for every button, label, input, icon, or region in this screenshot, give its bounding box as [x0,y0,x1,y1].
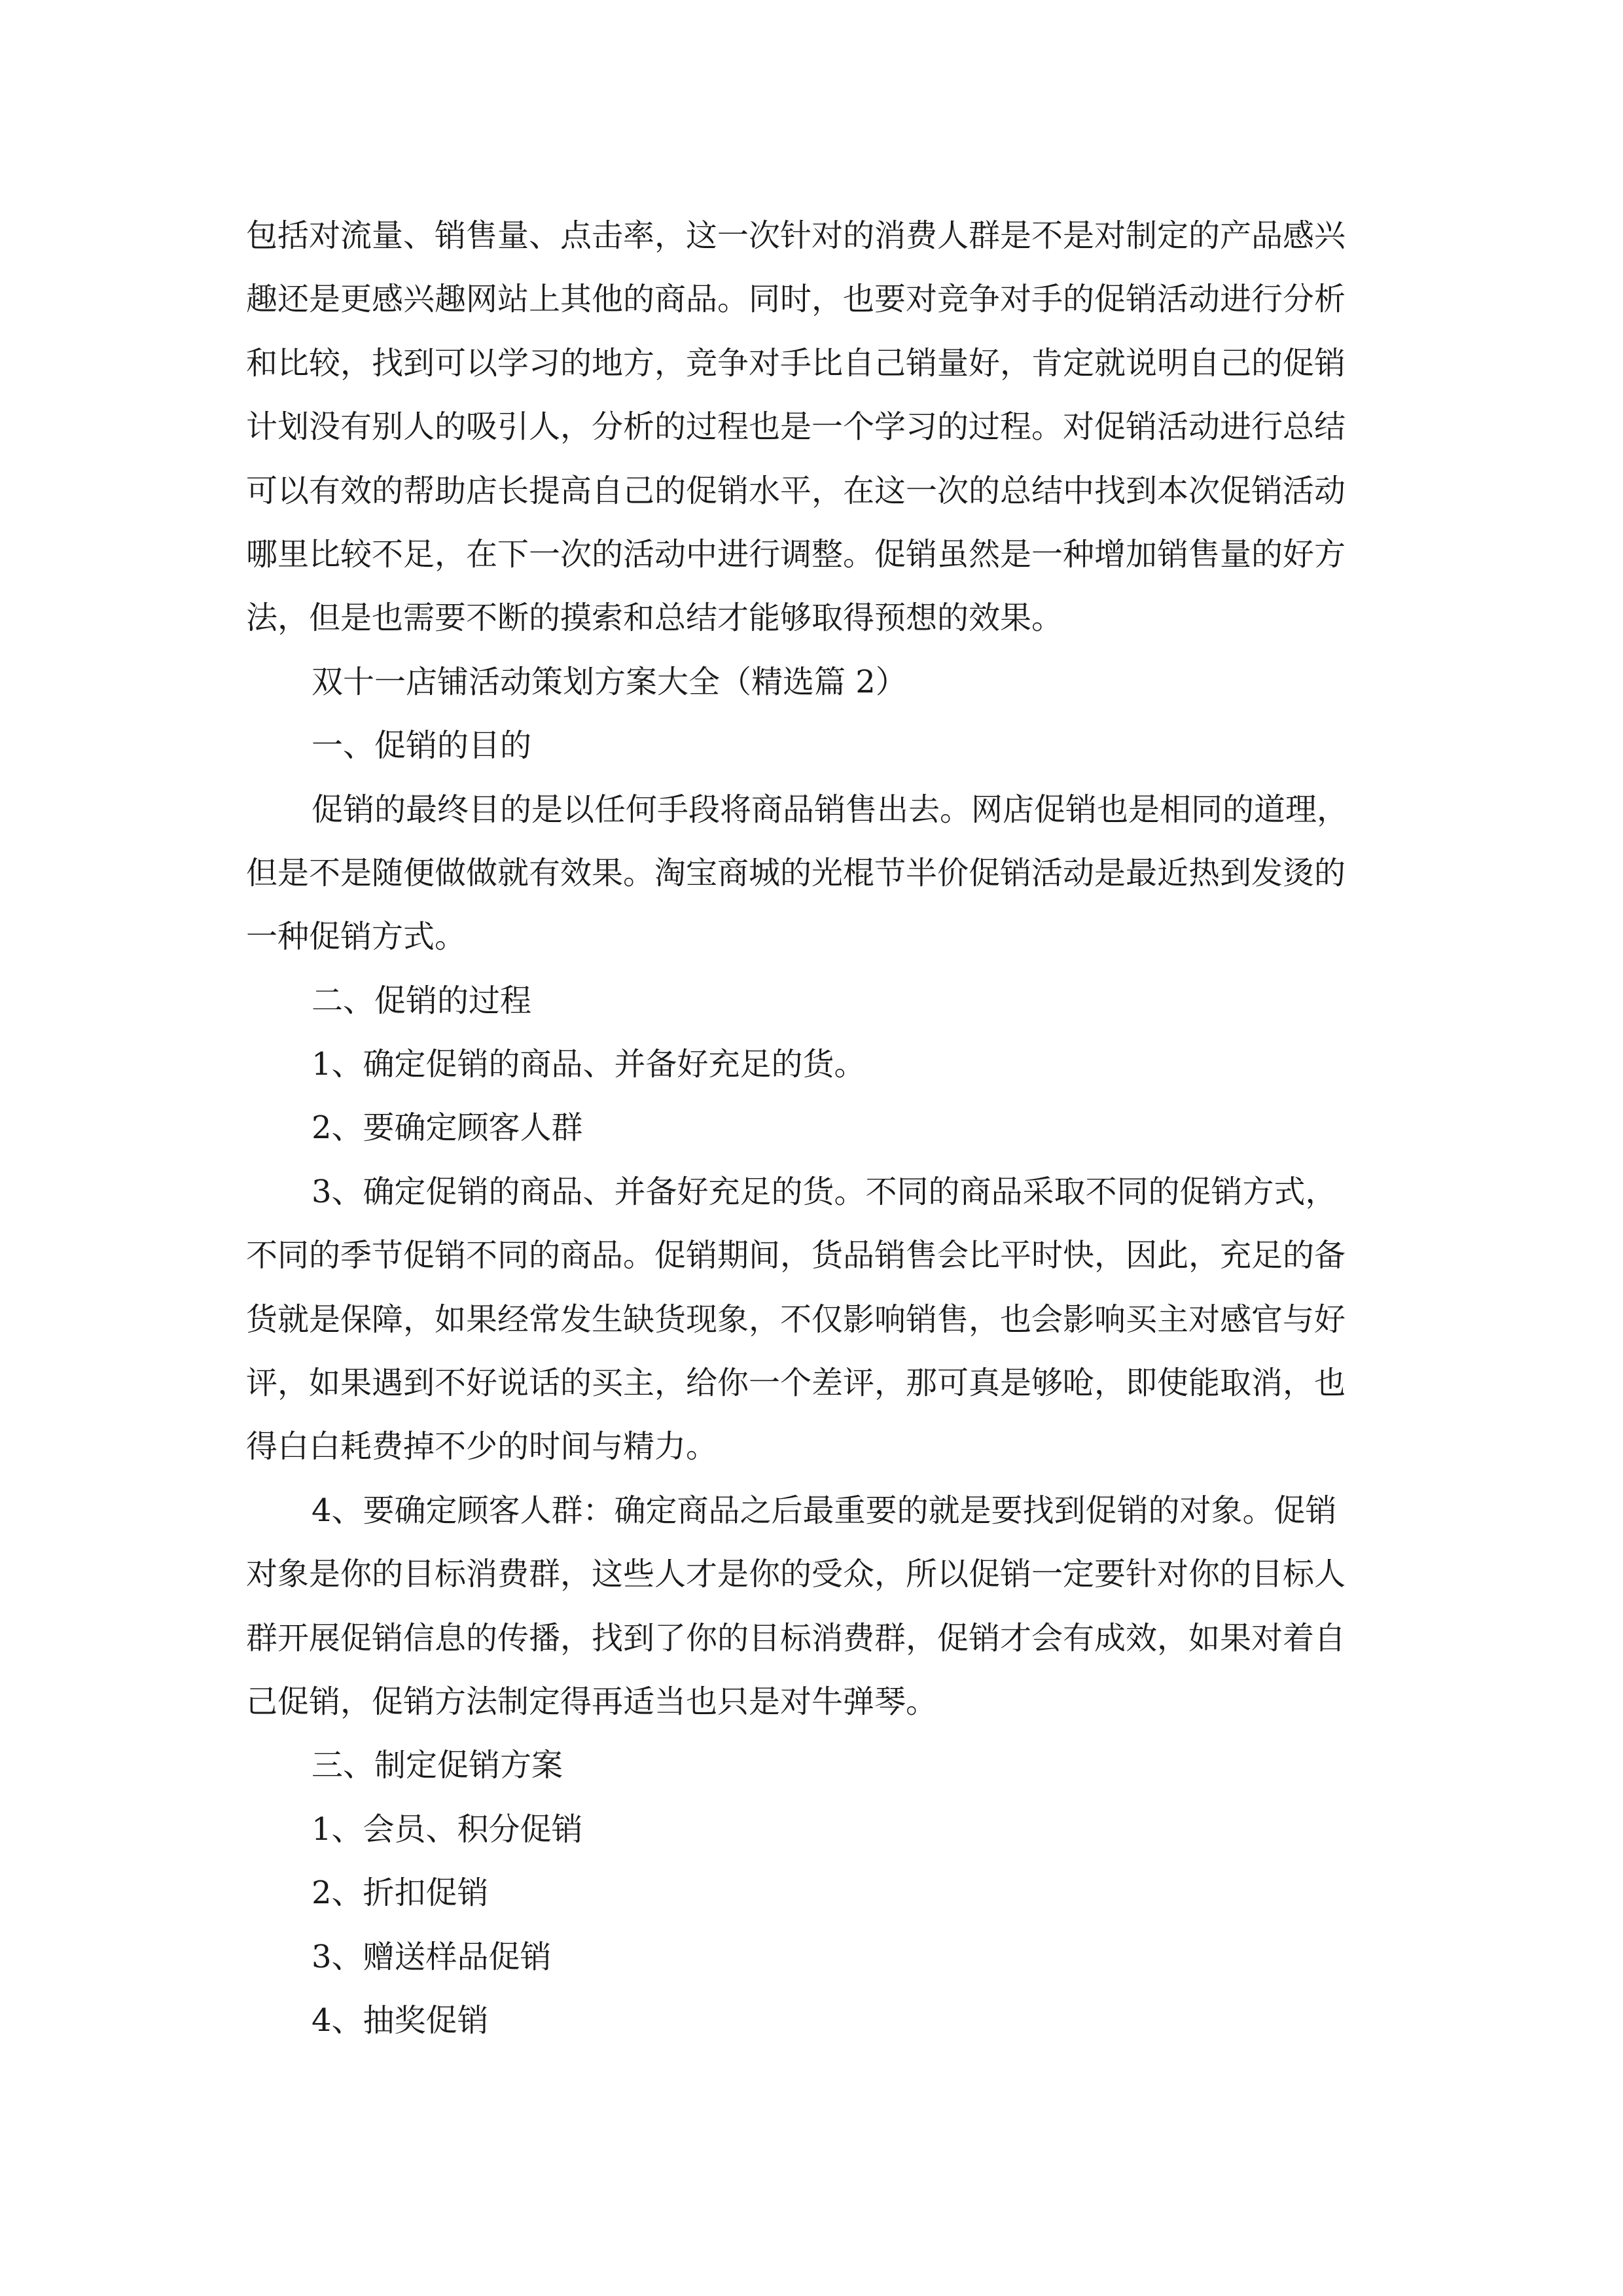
text-line: 评，如果遇到不好说话的买主，给你一个差评，那可真是够呛，即使能取消，也 [246,1365,1346,1402]
text-line: 己促销，促销方法制定得再适当也只是对牛弹琴。 [246,1683,938,1720]
text-line: 得白白耗费掉不少的时间与精力。 [246,1428,718,1465]
text-line: 三、制定促销方案 [312,1747,563,1784]
text-line: 可以有效的帮助店长提高自己的促销水平，在这一次的总结中找到本次促销活动 [246,472,1346,509]
text-line: 一种促销方式。 [246,918,467,956]
text-line: 对象是你的目标消费群，这些人才是你的受众，所以促销一定要针对你的目标人 [246,1556,1346,1593]
text-line: 二、促销的过程 [312,982,532,1019]
text-line: 法，但是也需要不断的摸索和总结才能够取得预想的效果。 [246,600,1063,637]
text-line: 不同的季节促销不同的商品。促销期间，货品销售会比平时快，因此，充足的备 [246,1237,1346,1274]
text-line: 趣还是更感兴趣网站上其他的商品。同时，也要对竞争对手的促销活动进行分析 [246,281,1346,318]
text-line: 一、促销的目的 [312,727,532,764]
text-line: 计划没有别人的吸引人，分析的过程也是一个学习的过程。对促销活动进行总结 [246,408,1346,446]
text-line: 4、要确定顾客人群：确定商品之后最重要的就是要找到促销的对象。促销 [312,1492,1337,1529]
text-line: 1、会员、积分促销 [312,1810,583,1848]
text-line: 3、赠送样品促销 [312,1938,552,1975]
text-line: 3、确定促销的商品、并备好充足的货。不同的商品采取不同的促销方式， [312,1173,1337,1210]
document-body [246,204,1380,2053]
text-line: 群开展促销信息的传播，找到了你的目标消费群，促销才会有成效，如果对着自 [246,1619,1346,1657]
text-line: 和比较，找到可以学习的地方，竞争对手比自己销量好，肯定就说明自己的促销 [246,344,1346,382]
text-line: 货就是保障，如果经常发生缺货现象，不仅影响销售，也会影响买主对感官与好 [246,1300,1346,1338]
document-page [246,204,1380,2053]
text-line: 哪里比较不足，在下一次的活动中进行调整。促销虽然是一种增加销售量的好方 [246,535,1346,573]
text-line: 双十一店铺活动策划方案大全（精选篇 2） [312,663,907,700]
text-line: 2、折扣促销 [312,1874,489,1912]
text-line: 2、要确定顾客人群 [312,1109,583,1147]
text-line: 促销的最终目的是以任何手段将商品销售出去。网店促销也是相同的道理， [312,791,1349,828]
text-line: 包括对流量、销售量、点击率，这一次针对的消费人群是不是对制定的产品感兴 [246,217,1346,254]
text-line: 但是不是随便做做就有效果。淘宝商城的光棍节半价促销活动是最近热到发烫的 [246,854,1346,891]
text-line: 4、抽奖促销 [312,2001,489,2039]
text-line: 1、确定促销的商品、并备好充足的货。 [312,1046,866,1083]
